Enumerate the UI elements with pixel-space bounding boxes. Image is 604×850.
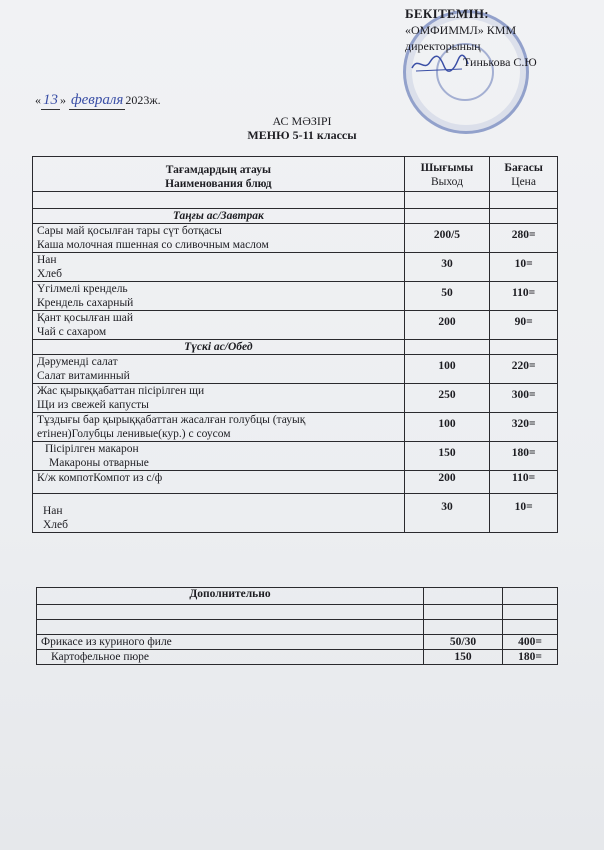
table-row: [33, 224, 558, 253]
extra-table: [36, 587, 558, 665]
dish-name: [33, 282, 405, 311]
table-row: [33, 471, 558, 494]
dish-name-ru: Салат витаминный: [37, 370, 130, 382]
table-row: [33, 253, 558, 282]
dish-name-ru: Крендель сахарный: [37, 297, 134, 309]
dish-name: [33, 494, 405, 533]
extra-item-output: 150: [424, 650, 503, 665]
dish-price: 110=: [490, 282, 558, 311]
dish-output: 200/5: [404, 224, 490, 253]
date-close-quote: »: [60, 93, 66, 107]
extra-header-price: [503, 588, 558, 605]
approval-title: БЕКІТЕМІН:: [405, 6, 489, 21]
table-row: [33, 311, 558, 340]
table-row: [33, 494, 558, 533]
dish-output: 250: [404, 384, 490, 413]
dish-price: 110=: [490, 471, 558, 494]
dish-price: 220=: [490, 355, 558, 384]
dish-name: [33, 413, 405, 442]
dish-name: [33, 253, 405, 282]
dish-price: 180=: [490, 442, 558, 471]
menu-header-row: [33, 157, 558, 192]
extra-header-row: [37, 588, 558, 605]
dish-name-ru: Чай с сахаром: [37, 326, 107, 338]
extra-item-price: 400=: [503, 635, 558, 650]
dish-output: 30: [404, 253, 490, 282]
header-output: [404, 157, 490, 192]
empty-row: [37, 605, 558, 620]
dish-name-ru: Щи из свежей капусты: [37, 399, 149, 411]
extra-item-name: Картофельное пюре: [37, 650, 424, 665]
dish-name: [33, 311, 405, 340]
dish-name-ru: Каша молочная пшенная со сливочным маслом: [37, 239, 269, 251]
dish-output: 50: [404, 282, 490, 311]
title-ru: МЕНЮ 5-11 классы: [247, 128, 357, 142]
header-dish-name: [33, 157, 405, 192]
section-title-lunch: Түскі ас/Обед: [33, 340, 405, 355]
dish-name: [33, 224, 405, 253]
header-dish-name-ru: Наименования блюд: [165, 178, 272, 190]
dish-name-kz: Қант қосылған шай: [37, 312, 133, 324]
dish-price: 10=: [490, 494, 558, 533]
dish-name-kz: Жас қырыққабаттан пісірілген щи: [37, 385, 205, 397]
header-price: [490, 157, 558, 192]
table-row: [33, 282, 558, 311]
dish-price: 90=: [490, 311, 558, 340]
header-dish-name-kz: Тағамдардың атауы: [165, 164, 271, 176]
approval-block: [405, 6, 537, 70]
dish-name: [33, 442, 405, 471]
dish-price: 300=: [490, 384, 558, 413]
header-price-ru: Цена: [511, 176, 536, 188]
dish-output: 100: [404, 355, 490, 384]
dish-name-kz: Дәрумендi салат: [37, 356, 118, 368]
dish-output: 200: [404, 311, 490, 340]
header-price-kz: Бағасы: [504, 162, 543, 174]
header-output-ru: Выход: [430, 176, 463, 188]
document-date: [35, 92, 161, 110]
date-year: 2023ж.: [125, 93, 161, 107]
dish-name-ru: Макароны отварные: [49, 457, 149, 469]
header-output-kz: Шығымы: [420, 162, 474, 174]
section-row-lunch: [33, 340, 558, 355]
table-row: [37, 635, 558, 650]
dish-price: 280=: [490, 224, 558, 253]
section-title-breakfast: Таңғы ас/Завтрак: [33, 209, 405, 224]
dish-name: [33, 384, 405, 413]
spacer-row: [33, 192, 558, 209]
approval-org: «ОМФИММЛ» КММ: [405, 23, 517, 37]
extra-header: Дополнительно: [37, 588, 424, 605]
dish-name-ru: Хлеб: [43, 519, 68, 531]
dish-name-kz: Нан: [43, 505, 63, 517]
table-row: [33, 413, 558, 442]
approval-signer: Тинькова С.Ю: [463, 55, 537, 69]
dish-name-kz: Нан: [37, 254, 57, 266]
extra-item-name: Фрикасе из куриного филе: [37, 635, 424, 650]
dish-output: 100: [404, 413, 490, 442]
dish-output: 200: [404, 471, 490, 494]
dish-output: 150: [404, 442, 490, 471]
dish-name-ru: Хлеб: [37, 268, 62, 280]
page-title: [0, 114, 604, 142]
empty-row: [37, 620, 558, 635]
table-row: [33, 355, 558, 384]
dish-price: 320=: [490, 413, 558, 442]
section-row-breakfast: [33, 209, 558, 224]
menu-table: [32, 156, 558, 533]
date-month: февраля: [71, 92, 124, 108]
extra-item-price: 180=: [503, 650, 558, 665]
approval-position: директорының: [405, 39, 481, 53]
table-row: [33, 442, 558, 471]
dish-name: [33, 355, 405, 384]
dish-output: 30: [404, 494, 490, 533]
dish-name-kz: Сары май қосылған тары сүт ботқасы: [37, 225, 222, 237]
dish-name-ru: етінен)Голубцы ленивые(кур.) с соусом: [37, 428, 231, 440]
dish-name-kz: К/ж компотКомпот из с/ф: [37, 472, 163, 484]
table-row: [37, 650, 558, 665]
date-open-quote: «: [35, 93, 41, 107]
extra-item-output: 50/30: [424, 635, 503, 650]
dish-price: 10=: [490, 253, 558, 282]
dish-name-kz: Тұздығы бар қырыққабаттан жасалған голубцы (тауық: [37, 414, 306, 426]
date-day: 13: [43, 92, 58, 108]
dish-name: [33, 471, 405, 494]
extra-header-output: [424, 588, 503, 605]
dish-name-kz: Үгілмелі крендель: [37, 283, 128, 295]
title-kz: АС МӘЗІРІ: [272, 114, 332, 128]
dish-name-kz: Пісірілген макарон: [45, 443, 139, 455]
table-row: [33, 384, 558, 413]
